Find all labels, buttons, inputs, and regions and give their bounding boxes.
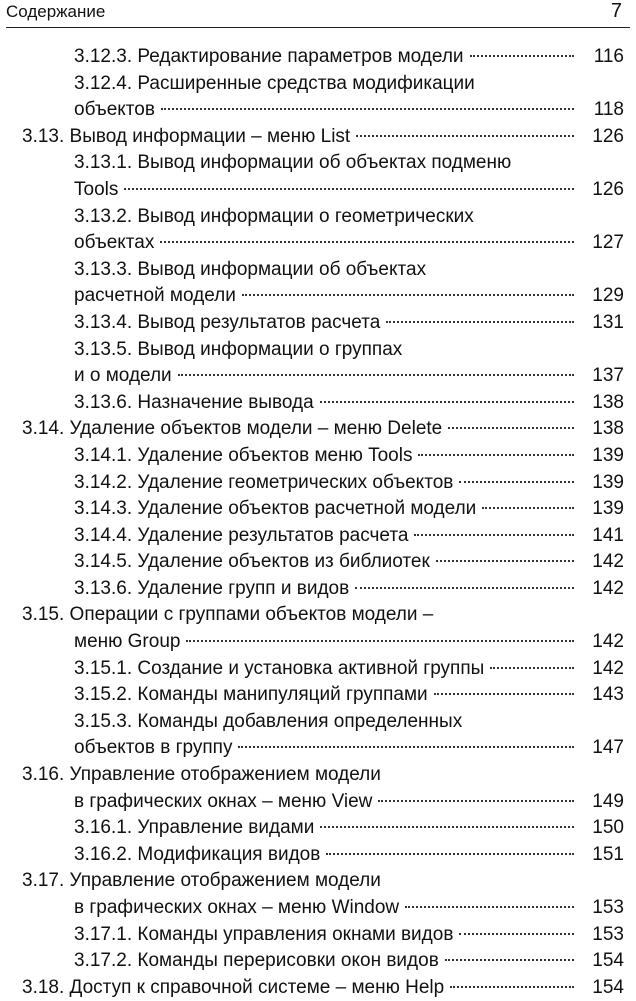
toc-entry[interactable] <box>0 230 636 257</box>
toc-entry-title: 3.15. Операции с группами объектов модели – <box>22 604 434 626</box>
toc-entry[interactable] <box>0 656 636 683</box>
toc-entry[interactable] <box>0 283 636 310</box>
toc-entry-page: 153 <box>592 923 624 945</box>
toc-entry-title: объектах <box>74 232 155 254</box>
toc-entry-title: и о модели <box>74 365 172 387</box>
dot-leader <box>320 826 574 828</box>
toc-entry[interactable] <box>0 470 636 497</box>
toc-entry[interactable] <box>0 895 636 922</box>
toc-entry[interactable] <box>0 204 636 231</box>
toc-entry-title: 3.14.2. Удаление геометрических объектов <box>74 471 454 493</box>
toc-entry-title: 3.17.1. Команды управления окнами видов <box>74 923 454 945</box>
toc-entry-page: 126 <box>592 178 624 200</box>
dot-leader <box>326 853 574 855</box>
toc-entry[interactable] <box>0 629 636 656</box>
dot-leader <box>186 640 574 642</box>
toc-entry[interactable] <box>0 337 636 364</box>
toc-entry-title: в графических окнах – меню View <box>74 790 373 812</box>
dot-leader <box>386 321 574 323</box>
dot-leader <box>242 294 574 296</box>
page-header <box>0 0 636 28</box>
toc-entry[interactable] <box>0 868 636 895</box>
toc-entry-title: 3.16.2. Модификация видов <box>74 843 321 865</box>
toc-entry[interactable] <box>0 549 636 576</box>
dot-leader <box>459 933 574 935</box>
toc-entry[interactable] <box>0 177 636 204</box>
toc-entry[interactable] <box>0 948 636 975</box>
toc-entry[interactable] <box>0 257 636 284</box>
toc-entry[interactable] <box>0 363 636 390</box>
toc-entry-page: 126 <box>592 125 624 147</box>
dot-leader <box>445 959 574 961</box>
dot-leader <box>355 587 574 589</box>
running-title: Содержание <box>6 2 106 21</box>
toc-entry-page: 150 <box>592 817 624 839</box>
toc-entry-page: 142 <box>592 551 624 573</box>
toc-entry[interactable] <box>0 44 636 71</box>
toc-entry-title: объектов в группу <box>74 737 233 759</box>
dot-leader <box>459 481 574 483</box>
page-number: 7 <box>610 0 622 22</box>
toc-entry-page: 138 <box>592 418 624 440</box>
toc-entry[interactable] <box>0 97 636 124</box>
toc-entry-title: 3.14.5. Удаление объектов из библиотек <box>74 551 430 573</box>
toc-entry[interactable] <box>0 390 636 417</box>
toc-entry-page: 142 <box>592 657 624 679</box>
toc-entry[interactable] <box>0 443 636 470</box>
toc-entry-title: 3.13.2. Вывод информации о геометрических <box>74 205 474 227</box>
dot-leader <box>405 906 574 908</box>
toc-entry[interactable] <box>0 496 636 523</box>
toc-entry-title: объектов <box>74 99 155 121</box>
toc-entry-title: 3.13. Вывод информации – меню List <box>22 125 351 147</box>
toc-entry-title: расчетной модели <box>74 285 236 307</box>
dot-leader <box>178 374 574 376</box>
toc-entry-title: 3.13.3. Вывод информации об объектах <box>74 258 427 280</box>
toc-entry[interactable] <box>0 735 636 762</box>
toc-entry-page: 139 <box>592 471 624 493</box>
toc-entry[interactable] <box>0 922 636 949</box>
toc-entry[interactable] <box>0 815 636 842</box>
toc-entry[interactable] <box>0 709 636 736</box>
dot-leader <box>356 135 574 137</box>
toc-entry-title: 3.14.4. Удаление результатов расчета <box>74 524 409 546</box>
toc-entry-page: 142 <box>592 577 624 599</box>
toc-entry-page: 139 <box>592 444 624 466</box>
toc-entry[interactable] <box>0 842 636 869</box>
toc-entry-page: 138 <box>592 391 624 413</box>
dot-leader <box>320 401 574 403</box>
toc-entry-page: 151 <box>592 843 624 865</box>
dot-leader <box>448 427 574 429</box>
toc-entry[interactable] <box>0 576 636 603</box>
toc-entry-page: 154 <box>592 976 624 998</box>
toc-entry-title: 3.13.1. Вывод информации об объектах подменю <box>74 152 512 174</box>
dot-leader <box>124 188 574 190</box>
toc-entry-title: 3.12.4. Расширенные средства модификации <box>74 72 475 94</box>
dot-leader <box>470 55 574 57</box>
toc-entry[interactable] <box>0 602 636 629</box>
toc-entry[interactable] <box>0 975 636 1001</box>
toc-entry-title: 3.13.4. Вывод результатов расчета <box>74 311 381 333</box>
toc-entry-page: 118 <box>593 99 624 121</box>
toc-entry-page: 153 <box>592 897 624 918</box>
toc-entry-title: 3.17.2. Команды перерисовки окон видов <box>74 950 439 972</box>
toc-entry-title: 3.15.2. Команды манипуляций группами <box>74 684 428 706</box>
toc-entry-title: 3.13.6. Назначение вывода <box>74 391 314 413</box>
toc-entry-title: 3.15.1. Создание и установка активной группы <box>74 657 485 679</box>
toc-entry-page: 147 <box>592 737 624 759</box>
toc-entry-title: 3.12.3. Редактирование параметров модели <box>74 46 464 67</box>
toc-entry-title: 3.15.3. Команды добавления определенных <box>74 710 463 732</box>
toc-entry[interactable] <box>0 416 636 443</box>
toc-entry-title: 3.13.5. Вывод информации о группах <box>74 338 403 360</box>
toc-entry-title: 3.17. Управление отображением модели <box>22 870 381 892</box>
toc-entry-title: 3.18. Доступ к справочной системе – меню Help <box>22 976 445 998</box>
dot-leader <box>450 986 574 988</box>
toc-entry-title: в графических окнах – меню Window <box>74 897 400 918</box>
toc-entry-page: 143 <box>592 684 624 706</box>
toc-entry-title: 3.16.1. Управление видами <box>74 817 315 839</box>
toc-entry-page: 139 <box>592 498 624 520</box>
dot-leader <box>414 534 574 536</box>
toc-entry-page: 142 <box>592 631 624 653</box>
dot-leader <box>482 507 574 509</box>
toc-entry[interactable] <box>0 789 636 816</box>
dot-leader <box>418 454 574 456</box>
toc-entry[interactable] <box>0 124 636 151</box>
toc-entry-page: 137 <box>592 365 624 387</box>
dot-leader <box>238 746 574 748</box>
toc-entry-title: меню Group <box>74 631 181 653</box>
toc-entry[interactable] <box>0 71 636 98</box>
toc-entry-title: 3.14.3. Удаление объектов расчетной модели <box>74 498 477 520</box>
toc-entry-title: 3.13.6. Удаление групп и видов <box>74 577 350 599</box>
toc-entry-page: 116 <box>593 46 624 67</box>
table-of-contents <box>0 44 636 1001</box>
toc-entry-page: 141 <box>592 524 624 546</box>
toc-entry[interactable] <box>0 682 636 709</box>
toc-entry-page: 149 <box>592 790 624 812</box>
toc-entry[interactable] <box>0 762 636 789</box>
toc-entry-title: 3.14. Удаление объектов модели – меню Delete <box>22 418 443 440</box>
dot-leader <box>490 667 574 669</box>
dot-leader <box>160 241 574 243</box>
dot-leader <box>434 693 574 695</box>
toc-entry-page: 129 <box>592 285 624 307</box>
dot-leader <box>161 108 574 110</box>
toc-entry-title: 3.14.1. Удаление объектов меню Tools <box>74 444 413 466</box>
dot-leader <box>378 800 574 802</box>
toc-entry[interactable] <box>0 310 636 337</box>
toc-entry-page: 127 <box>592 232 624 254</box>
toc-entry-page: 131 <box>592 311 624 333</box>
toc-entry-title: Tools <box>74 178 119 200</box>
toc-entry-page: 154 <box>592 950 624 972</box>
toc-entry[interactable] <box>0 523 636 550</box>
dot-leader <box>436 560 574 562</box>
toc-entry[interactable] <box>0 150 636 177</box>
header-rule <box>6 27 630 28</box>
toc-entry-title: 3.16. Управление отображением модели <box>22 764 381 786</box>
